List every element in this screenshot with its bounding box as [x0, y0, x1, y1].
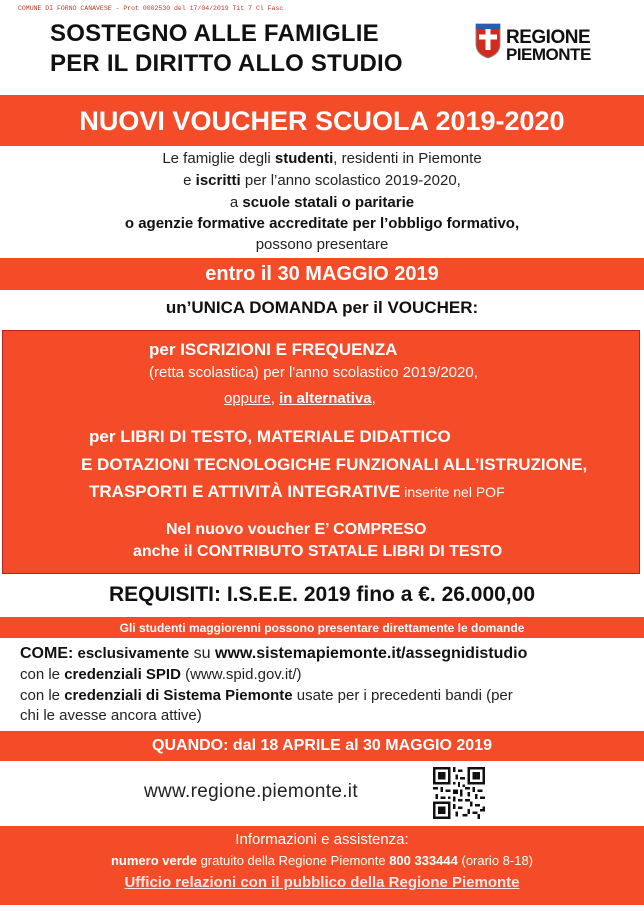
page-title-line2: PER IL DIRITTO ALLO STUDIO [50, 50, 403, 77]
come-line4: chi le avesse ancora attive) [20, 707, 202, 724]
come-line3: con le credenziali di Sistema Piemonte usate per i precedenti bandi (per [20, 687, 513, 704]
iscrizioni-line: per ISCRIZIONI E FREQUENZA [149, 340, 398, 359]
qr-code-icon[interactable] [433, 767, 485, 819]
trasporti-line: TRASPORTI E ATTIVITÀ INTEGRATIVE inserite nel POF [89, 482, 505, 501]
maggiorenni-text: Gli studenti maggiorenni possono presentare direttamente le domande [119, 621, 525, 635]
retta-line: (retta scolastica) per l'anno scolastico 2019/2020, [149, 364, 478, 381]
dotazioni-line: E DOTAZIONI TECNOLOGICHE FUNZIONALI ALL’ISTRUZIONE, [81, 455, 588, 474]
intro-line4: o agenzie formative accreditate per l’obbligo formativo, [124, 215, 520, 232]
nuovo-voucher-line: Nel nuovo voucher E’ COMPRESO [166, 521, 427, 538]
footer-numero-verde: numero verde gratuito della Regione Piemonte 800 333444 (orario 8-18) [110, 853, 534, 868]
website-link[interactable]: www.regione.piemonte.it [144, 781, 358, 802]
unica-domanda: un’UNICA DOMANDA per il VOUCHER: [165, 298, 479, 317]
shield-icon [474, 22, 502, 60]
voucher-details-box [2, 330, 640, 574]
regione-piemonte-logo [474, 22, 614, 66]
come-line1: COME: esclusivamente su www.sistemapiemonte.it/assegnidistudio [20, 645, 528, 662]
quando-text: QUANDO: dal 18 APRILE al 30 MAGGIO 2019 [152, 737, 492, 754]
come-line2: con le credenziali SPID (www.spid.gov.it/) [20, 666, 302, 683]
oppure-line: oppure, in alternativa, [224, 390, 376, 407]
deadline-text: entro il 30 MAGGIO 2019 [205, 263, 439, 285]
intro-line1: Le famiglie degli studenti, residenti in Piemonte [162, 150, 482, 167]
requisiti-text: REQUISITI: I.S.E.E. 2019 fino a €. 26.000,00 [108, 583, 536, 606]
urp-link[interactable]: Ufficio relazioni con il pubblico della Regione Piemonte [124, 874, 520, 891]
intro-line5: possono presentare [255, 236, 389, 253]
banner-title: NUOVI VOUCHER SCUOLA 2019-2020 [79, 106, 565, 136]
logo-text-piemonte: PIEMONTE [506, 45, 591, 64]
libri-line: per LIBRI DI TESTO, MATERIALE DIDATTICO [89, 427, 451, 446]
logo-text-regione: REGIONE [506, 27, 591, 48]
footer-info-title: Informazioni e assistenza: [235, 831, 409, 848]
contributo-line: anche il CONTRIBUTO STATALE LIBRI DI TESTO [133, 543, 503, 560]
intro-line2: e iscritti per l’anno scolastico 2019-2020, [183, 172, 461, 189]
protocol-stamp: COMUNE DI FORNO CANAVESE - Prot 0002530 del 17/04/2019 Tit 7 Cl Fasc [18, 5, 284, 12]
page-title-line1: SOSTEGNO ALLE FAMIGLIE [50, 20, 379, 47]
intro-line3: a scuole statali o paritarie [229, 194, 415, 211]
